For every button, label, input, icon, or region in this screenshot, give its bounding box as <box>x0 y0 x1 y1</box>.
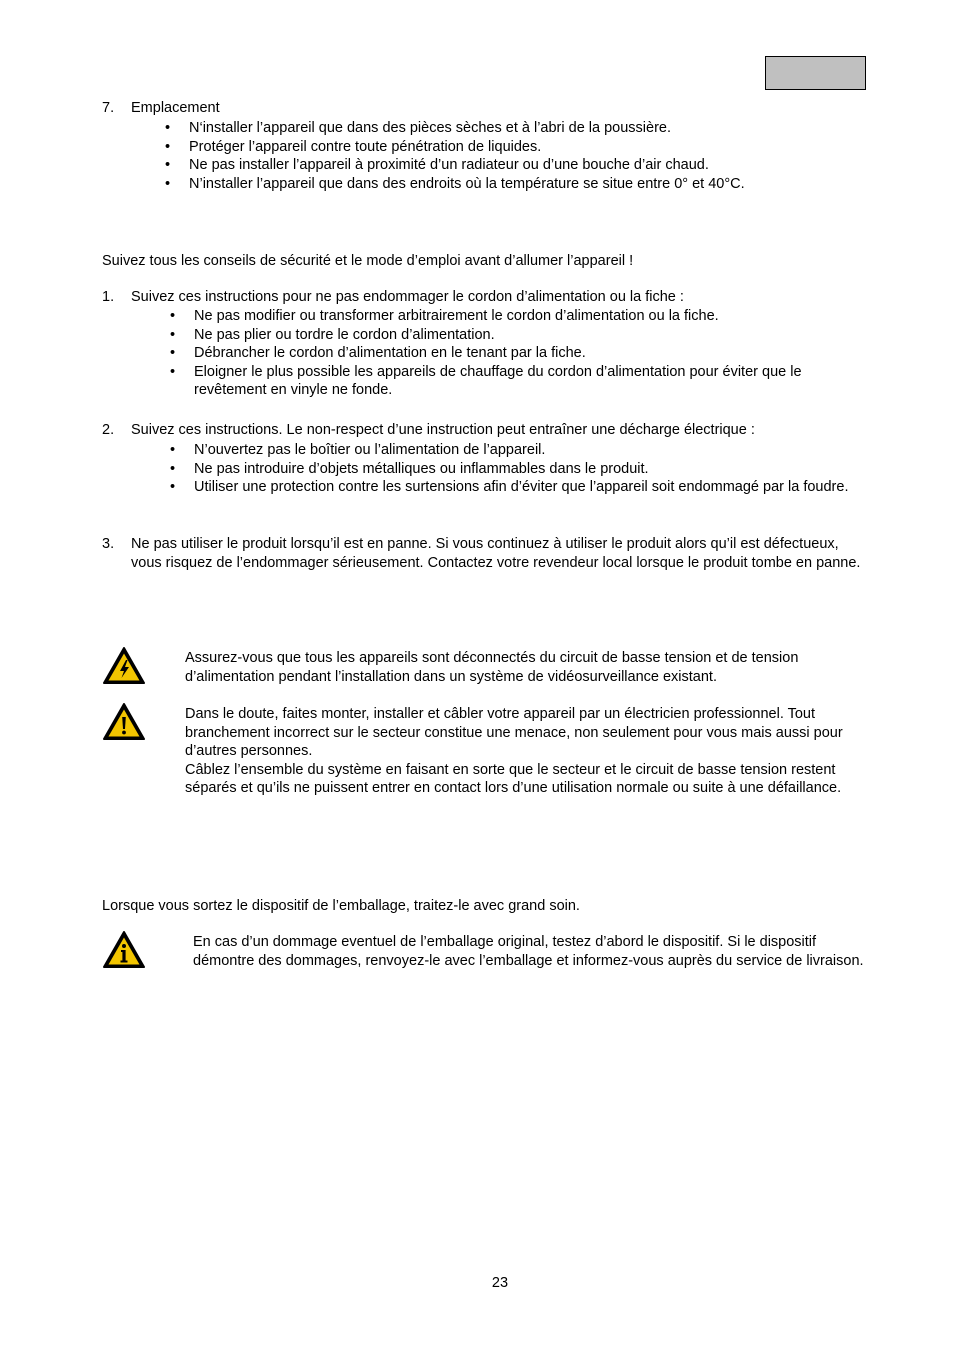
section-7-list <box>165 119 869 193</box>
language-tab-box <box>765 56 866 90</box>
list-item: • N‘installer l’appareil que dans des pièces sèches et à l’abri de la poussière. <box>165 120 671 136</box>
item-1-text: Suivez ces instructions pour ne pas endommager le cordon d’alimentation ou la fiche : <box>131 289 684 305</box>
list-item: • Utiliser une protection contre les surtensions afin d’éviter que l’appareil soit endommagé par la foudre. <box>170 479 849 495</box>
warning-1-text: Assurez-vous que tous les appareils sont déconnectés du circuit de basse tension et de tension d’alimentation pendant l’installation dans un système de vidéosurveillance existant. <box>185 650 799 685</box>
warning-2-paragraph: Dans le doute, faites monter, installer et câbler votre appareil par un électricien professionnel. Tout branchement incorrect sur le secteur constitue une menace, non seulement pour vous mais aussi pour d’autres personnes. <box>185 706 843 759</box>
warning-2-text <box>185 705 870 798</box>
info-icon <box>102 930 146 970</box>
intro-text: Suivez tous les conseils de sécurité et le mode d’emploi avant d’allumer l’appareil ! <box>102 253 634 269</box>
item-3-number: 3. <box>102 536 115 552</box>
warning-exclamation-icon <box>102 702 146 742</box>
info-note-text: En cas d’un dommage eventuel de l’emballage original, testez d’abord le dispositif. Si le dispositif démontre des dommages, renvoyez-le avec l’emballage et informez-vous auprès du service de livraison. <box>193 934 864 969</box>
electric-hazard-icon <box>102 646 146 686</box>
list-item: • Ne pas plier ou tordre le cordon d’alimentation. <box>170 326 495 343</box>
warning-2-paragraph: Câblez l’ensemble du système en faisant en sorte que le secteur et le circuit de basse tension restent séparés et qu’ils ne puissent entrer en contact lors d’une utilisation normale ou suite à une défaillance. <box>185 761 842 796</box>
item-3-text: Ne pas utiliser le produit lorsqu’il est en panne. Si vous continuez à utiliser le produit alors qu’il est défectueux, vous risquez de l’endommager sérieusement. Contactez votre revendeur local lorsque le produit tombe en panne. <box>131 536 861 571</box>
list-item: • Débrancher le cordon d’alimentation en le tenant par la fiche. <box>170 345 586 361</box>
list-item: • Ne pas modifier ou transformer arbitrairement le cordon d’alimentation ou la fiche. <box>170 308 719 324</box>
item-2-list <box>170 441 869 497</box>
list-item: • N’installer l’appareil que dans des endroits où la température se situe entre 0° et 40°C. <box>165 175 745 192</box>
section-7-title: Emplacement <box>131 100 220 116</box>
item-2-number: 2. <box>102 422 115 438</box>
section-7-number: 7. <box>102 100 115 116</box>
unpacking-text: Lorsque vous sortez le dispositif de l’emballage, traitez-le avec grand soin. <box>102 898 580 914</box>
list-item: • Ne pas installer l’appareil à proximité d’un radiateur ou d’une bouche d’air chaud. <box>165 157 709 173</box>
list-item: • Protéger l’appareil contre toute pénétration de liquides. <box>165 138 542 155</box>
item-1-number: 1. <box>102 289 115 305</box>
item-2-text: Suivez ces instructions. Le non-respect d’une instruction peut entraîner une décharge électrique : <box>131 422 755 438</box>
list-item: • Eloigner le plus possible les appareils de chauffage du cordon d’alimentation pour éviter que le revêtement en vinyle ne fonde. <box>170 363 802 398</box>
page-number: 23 <box>491 1275 509 1291</box>
item-1-list <box>170 307 869 400</box>
list-item: • N’ouvertez pas le boîtier ou l’alimentation de l’appareil. <box>170 442 546 458</box>
list-item: • Ne pas introduire d’objets métalliques ou inflammables dans le produit. <box>170 460 649 477</box>
